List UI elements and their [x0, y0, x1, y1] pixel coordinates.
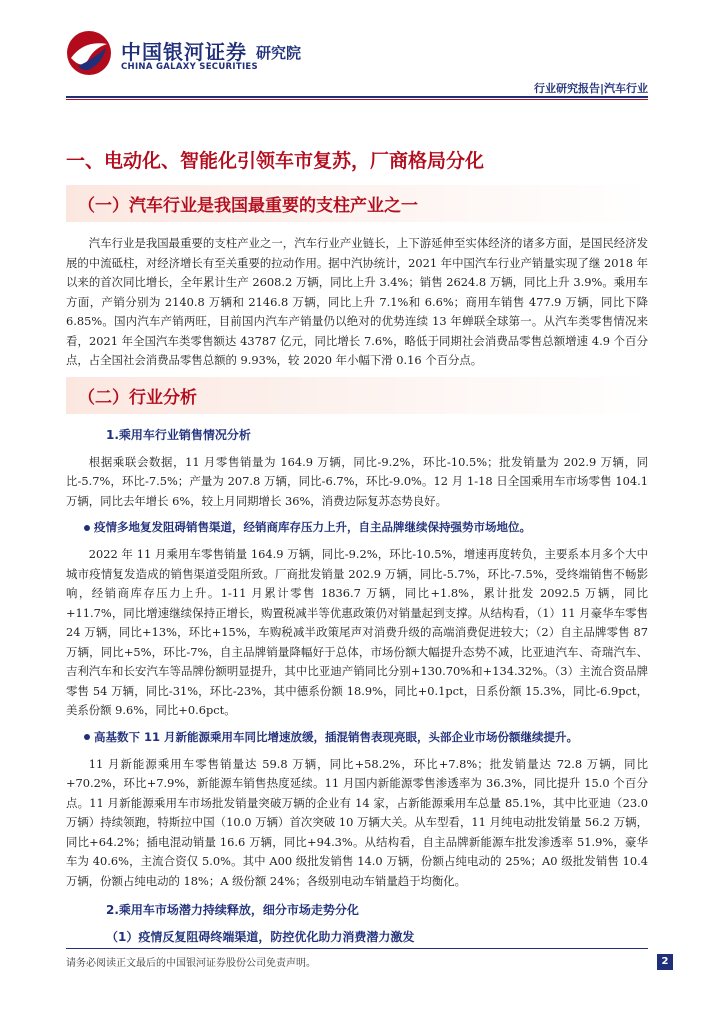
paragraph-2: 根据乘联会数据，11 月零售销量为 164.9 万辆，同比-9.2%，环比-10.5%；批发销量为 202.9 万辆，同比-5.7%，环比-7.5%；产量为 207.8 万辆，同比-6.7%，环比-9.0%。12 月 1-18 日全国乘用车市场零售 104.1 万辆，同比去年增长 6%，较上月同期增长 36%，消费边际复苏态势良好。 [66, 454, 648, 508]
subsection-title-1: （一）汽车行业是我国最重要的支柱产业之一 [66, 185, 648, 222]
company-name-cn: 中国银河证券 [121, 40, 247, 64]
heading-market-potential: 2.乘用车市场潜力持续释放，细分市场走势分化 [106, 903, 359, 917]
main-content [66, 136, 648, 945]
bullet-dot-icon [84, 525, 90, 531]
section-title: 一、电动化、智能化引领车市复苏，厂商格局分化 [66, 150, 485, 172]
bullet-point-1 [84, 519, 648, 535]
page-header [0, 0, 724, 100]
page-number: 2 [657, 954, 673, 970]
heading-epidemic-impact: （1）疫情反复阻碍终端渠道，防控优化助力消费潜力激发 [106, 930, 415, 944]
report-type: 行业研究报告|汽车行业 [533, 82, 648, 95]
header-divider-accent [66, 99, 648, 100]
bullet-text-1: 疫情多地复发阻碍销售渠道，经销商库存压力上升，自主品牌继续保持强势市场地位。 [94, 520, 531, 534]
heading-passenger-sales: 1.乘用车行业销售情况分析 [106, 427, 251, 442]
footer-disclaimer: 请务必阅读正文最后的中国银河证券股份公司免责声明。 [66, 958, 316, 969]
header-divider [66, 96, 648, 98]
subsection-title-2: （二）行业分析 [66, 377, 648, 414]
department-name: 研究院 [256, 44, 302, 62]
company-name-en: CHINA GALAXY SECURITIES [121, 62, 258, 72]
paragraph-1: 汽车行业是我国最重要的支柱产业之一，汽车行业产业链长，上下游延伸至实体经济的诸多方面，是国民经济发展的中流砥柱，对经济增长有至关重要的拉动作用。据中汽协统计，2021 年中国汽车行业产销量实现了继 2018 年以来的首次同比增长，全年累计生产 2608.2 万辆，同比上升 3.4%；销售 2624.8 万辆，同比上升 3.9%。乘用车方面，产销分别为 2140.8 万辆和 2146.8 万辆，同比上升 7.1%和 6.6%；商用车销售 477.9 万辆，同比下降 6.85%。国内汽车产销两旺，目前国内汽车产销量仍以绝对的优势连续 13 年蝉联全球第一。从汽车类零售情况来看，2021 年全国汽车类零售额达 43787 亿元，同比增长 7.6%，略低于同期社会消费品零售总额增速 4.9 个百分点，占全国社会消费品零售总额的 9.93%，较 2020 年小幅下滑 0.16 个百分点。 [66, 236, 648, 367]
bullet-text-2: 高基数下 11 月新能源乘用车同比增速放缓，插混销售表现亮眼，头部企业市场份额继续提升。 [94, 729, 579, 744]
paragraph-3: 2022 年 11 月乘用车零售销量 164.9 万辆，同比-9.2%，环比-10.5%，增速再度转负，主要系本月多个大中城市疫情复发造成的销售渠道受阻所致。厂商批发销量 202.9 万辆，同比-5.7%，环比-7.5%，受终端销售不畅影响，经销商库存压力上升。1-11 月累计零售 1836.7 万辆，同比+1.8%，累计批发 2092.5 万辆，同比+11.7%，同比增速继续保持正增长，购置税减半等优惠政策仍对销量起到支撑。从结构看，（1）11 月豪华车零售 24 万辆，同比+13%，环比+15%，车购税减半政策尾声对消费升级的高端消费促进较大；（2）自主品牌零售 87 万辆，同比+5%，环比-7%，自主品牌销量降幅好于总体，市场份额大幅提升态势不减，比亚迪汽车、奇瑞汽车、吉利汽车和长安汽车等品牌份额明显提升，其中比亚迪产销同比分别+130.70%和+134.32%。（3）主流合资品牌零售 54 万辆，同比-31%，环比-23%，其中德系份额 18.9%，同比+0.1pct，日系份额 15.3%，同比-6.9pct，美系份额 9.6%，同比+0.6pct。 [66, 547, 648, 717]
bullet-dot-icon [84, 734, 90, 740]
footer-divider [66, 948, 648, 949]
paragraph-4: 11 月新能源乘用车零售销量达 59.8 万辆，同比+58.2%，环比+7.8%；批发销量达 72.8 万辆，同比+70.2%，环比+7.9%，新能源车销售热度延续。11 月国内新能源零售渗透率为 36.3%，同比提升 15.0 个百分点。11 月新能源乘用车市场批发销量突破万辆的企业有 14 家，占新能源乘用车总量 85.1%，其中比亚迪（23.0 万辆）持续领跑，特斯拉中国（10.0 万辆）首次突破 10 万辆大关。从车型看，11 月纯电动批发销量 56.2 万辆，同比+64.2%；插电混动销量 16.6 万辆，同比+94.3%。从结构看，自主品牌新能源车批发渗透率 51.9%，豪华车为 40.6%，主流合资仅 5.0%。其中 A00 级批发销售 14.0 万辆，份额占纯电动的 25%；A0 级批发销售 10.4 万辆，份额占纯电动的 18%；A 级份额 24%；各级别电动车销量趋于均衡化。 [66, 756, 648, 888]
bullet-point-2 [84, 729, 648, 745]
galaxy-logo-icon [66, 30, 112, 76]
